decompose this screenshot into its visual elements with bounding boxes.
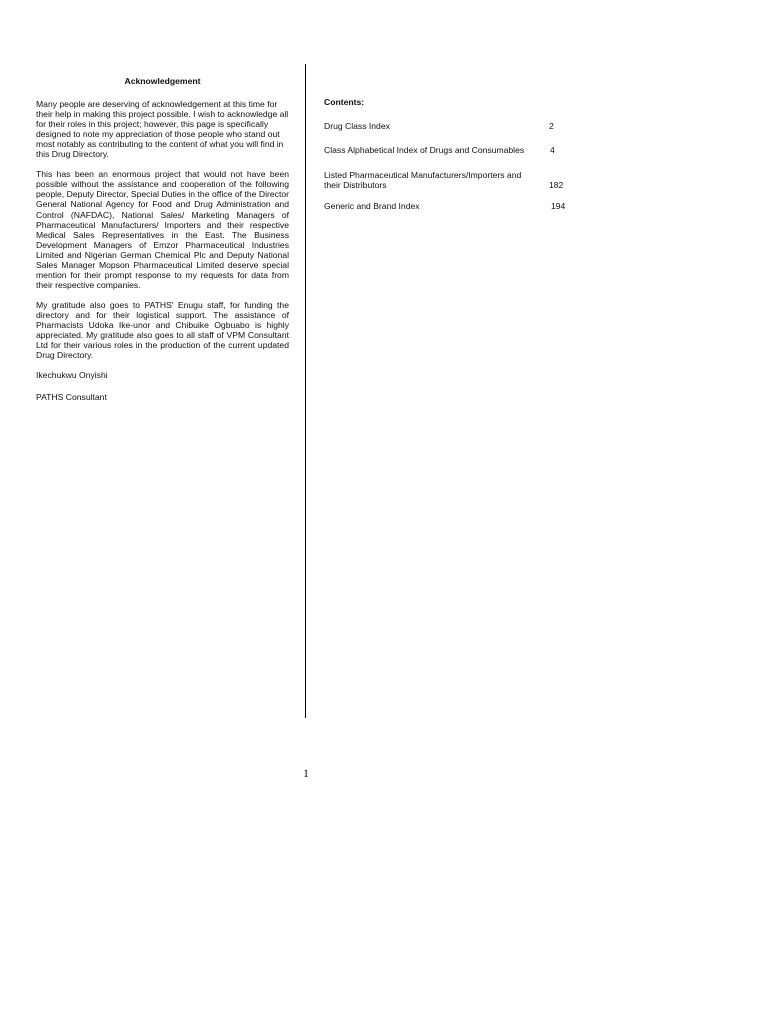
page-number: 1 [303,766,309,780]
contents-section [324,97,574,211]
acknowledgement-paragraph-2: This has been an enormous project that would not have been possible without the assistance and cooperation of the following people, Deputy Director, Special Duties in the office of the Director General National Agency for Food and Drug Administration and Control (NAFDAC), National Sales/ Marketing Managers of Pharmaceutical Manufacturers/ Importers and their respective Medical Sales Representatives in the East. The Business Development Managers of Emzor Pharmaceutical Industries Limited and Nigerian German Chemical Plc and Deputy National Sales Manager Mopson Pharmaceutical Limited deserve special mention for their prompt response to my requests for data from their respective companies. [36,169,289,290]
toc-entry-page: 194 [551,201,566,212]
acknowledgement-paragraph-3: My gratitude also goes to PATHS' Enugu staff, for funding the directory and for their logistical support. The assistance of Pharmacists Udoka Ike-unor and Chibuike Ogbuabo is highly appreciated. My gratitude also goes to all staff of VPM Consultant Ltd for their various roles in the production of the current updated Drug Directory. [36,299,289,361]
toc-entry-manufacturers-importers[interactable] [324,170,574,190]
toc-entry-label: Generic and Brand Index [324,201,420,212]
contents-title: Contents: [324,97,365,107]
acknowledgement-title: Acknowledgement [124,76,201,86]
toc-entry-generic-brand-index[interactable] [324,201,574,211]
toc-entry-page: 182 [549,180,564,191]
signer-title: PATHS Consultant [36,392,107,403]
acknowledgement-paragraph-1: Many people are deserving of acknowledgement at this time for their help in making this project possible. I wish to acknowledge all for their roles in this project; however, this page is specifically designed to note my appreciation of those people who stand out most notably as contributing to the content of what you will find in this Drug Directory. [36,99,289,160]
acknowledgement-section [36,76,289,414]
toc-entry-class-alphabetical-index[interactable] [324,145,574,155]
toc-entry-label: Drug Class Index [324,121,390,132]
toc-entry-drug-class-index[interactable] [324,121,574,131]
signer-name: Ikechukwu Onyishi [36,370,108,381]
toc-entry-label: Class Alphabetical Index of Drugs and Consumables [324,145,525,156]
toc-entry-page: 4 [550,145,555,156]
column-divider [305,64,306,718]
toc-entry-label: Listed Pharmaceutical Manufacturers/Importers and their Distributors [324,170,522,191]
toc-entry-page: 2 [549,121,554,132]
